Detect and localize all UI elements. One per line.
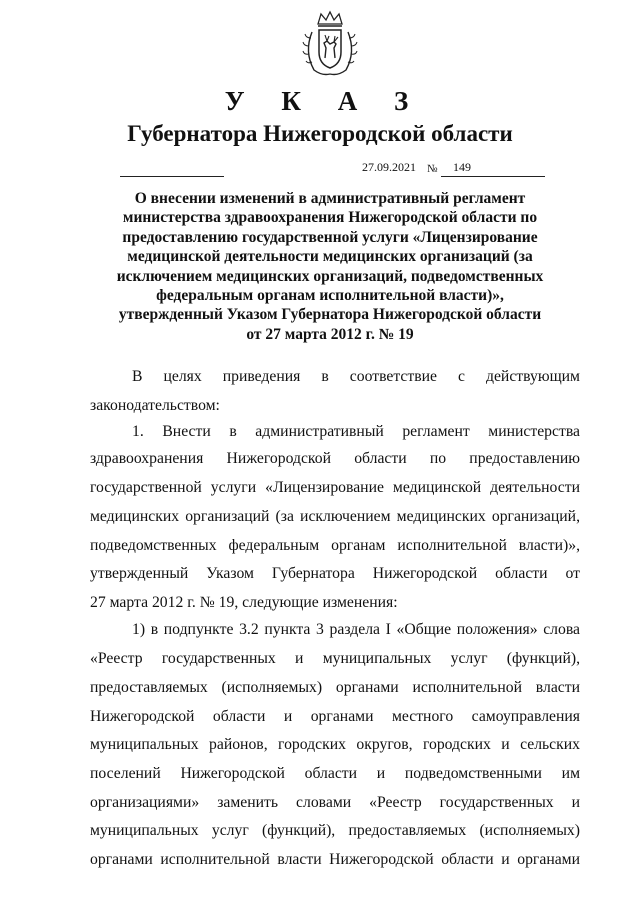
body-line: утвержденный Указом Губернатора Нижегородской области от [90, 565, 580, 582]
body-line: подведомственных федеральным органам исполнительной власти)», [90, 537, 580, 554]
body-line: предоставляемых (исполняемых) органами исполнительной власти [90, 679, 580, 696]
body-line: здравоохранения Нижегородской области по предоставлению [90, 450, 580, 467]
decree-date: 27.09.2021 [362, 160, 416, 174]
title-line: исключением медицинских организаций, подведомственных [116, 267, 544, 285]
body-line: 1. Внести в административный регламент министерства [132, 423, 580, 440]
body-line: Нижегородской области и органами местного самоуправления [90, 708, 580, 725]
title-line: министерства здравоохранения Нижегородской области по [122, 209, 538, 227]
title-line: федеральным органам исполнительной власти)», [156, 287, 504, 305]
issuer-heading: Губернатора Нижегородской области [127, 121, 513, 146]
body-line: 1) в подпункте 3.2 пункта 3 раздела I «Общие положения» слова [132, 621, 580, 638]
body-line: органами исполнительной власти Нижегородской области и органами [90, 851, 580, 868]
body-line: «Реестр государственных и муниципальных услуг (функций), [90, 650, 580, 667]
decree-number: 149 [453, 160, 471, 174]
body-line: муниципальных услуг (функций), предоставляемых (исполняемых) [90, 822, 580, 839]
decree-type-heading: У К А З [224, 86, 424, 116]
title-line: от 27 марта 2012 г. № 19 [246, 325, 414, 343]
body-line: В целях приведения в соответствие с действующим [132, 368, 580, 385]
body-line: государственной услуги «Лицензирование медицинской деятельности [90, 479, 580, 496]
title-line: медицинской деятельности медицинских организаций (за [127, 248, 533, 266]
title-line: утвержденный Указом Губернатора Нижегородской области [118, 306, 542, 324]
title-line: предоставлению государственной услуги «Лицензирование [122, 228, 538, 246]
title-line: О внесении изменений в административный регламент [134, 190, 526, 207]
body-line: организациями» заменить словами «Реестр государственных и [90, 794, 580, 811]
body-line: поселений Нижегородской области и подведомственными им [90, 765, 580, 782]
body-line: 27 марта 2012 г. № 19, следующие изменения: [90, 594, 398, 611]
body-line: муниципальных районов, городских округов, городских и сельских [90, 736, 580, 753]
decree-title [110, 189, 550, 344]
number-sign: № [427, 163, 438, 175]
coat-of-arms-emblem [300, 10, 360, 78]
body-line: медицинских организаций (за исключением медицинских организаций, [90, 508, 580, 525]
signature-date-line [120, 176, 224, 177]
body-line: законодательством: [90, 397, 220, 414]
number-line [441, 176, 545, 177]
